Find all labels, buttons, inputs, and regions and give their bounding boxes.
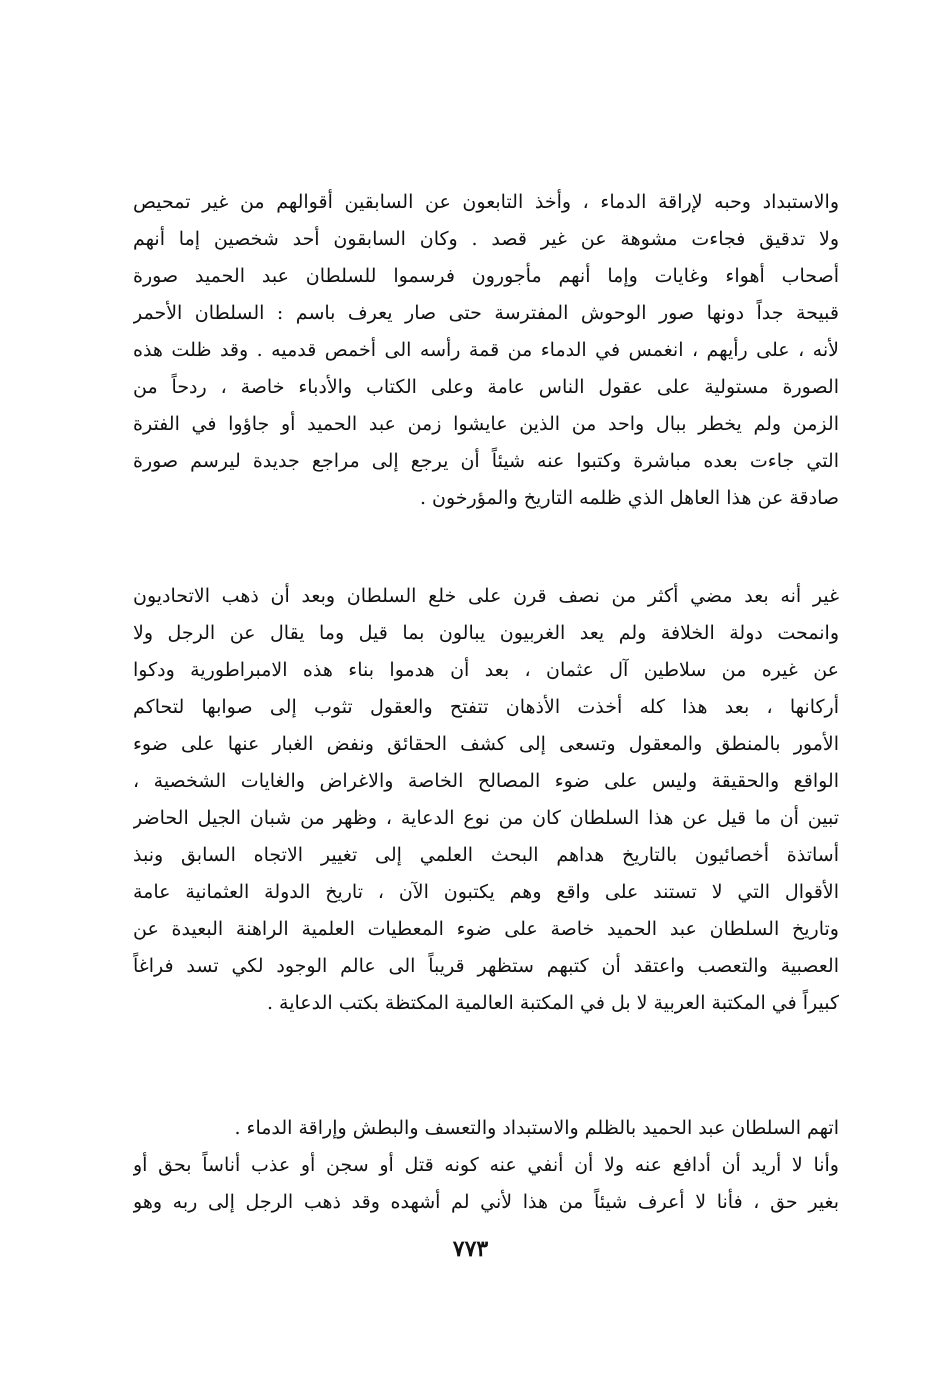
text-line: غير أنه بعد مضي أكثر من نصف قرن على خلع السلطان وبعد أن ذهب الاتحاديون	[133, 585, 839, 607]
text-line: وانمحت دولة الخلافة ولم يعد الغربيون يبالون بما قيل وما يقال عن الرجل ولا	[133, 622, 839, 644]
text-line: العصبية والتعصب واعتقد أن كتبهم ستظهر قريباً الى عالم الوجود لكي تسد فراغاً	[133, 955, 839, 977]
text-line: الأمور بالمنطق والمعقول وتسعى إلى كشف الحقائق ونفض الغبار عنها على ضوء	[133, 733, 839, 755]
text-line: وتاريخ السلطان عبد الحميد خاصة على ضوء المعطيات العلمية الراهنة البعيدة عن	[133, 918, 839, 940]
text-line: الصورة مستولية على عقول الناس عامة وعلى الكتاب والأدباء خاصة ، ردحاً من	[133, 376, 839, 398]
text-line: صادقة عن هذا العاهل الذي ظلمه التاريخ والمؤرخون .	[419, 487, 839, 509]
text-line: تبين أن ما قيل عن هذا السلطان كان من نوع الدعاية ، وظهر من شبان الجيل الحاضر	[133, 807, 839, 829]
text-line: التي جاءت بعده مباشرة وكتبوا عنه شيئاً أن يرجع إلى مراجع جديدة ليرسم صورة	[133, 450, 839, 472]
text-line: اتهم السلطان عبد الحميد بالظلم والاستبداد والتعسف والبطش وإراقة الدماء .	[234, 1117, 839, 1139]
text-line: عن غيره من سلاطين آل عثمان ، بعد أن هدموا بناء هذه الامبراطورية ودكوا	[133, 659, 839, 681]
text-line: وأنا لا أريد أن أدافع عنه ولا أن أنفي عنه كونه قتل أو سجن أو عذب أناساً بحق أو	[133, 1154, 839, 1176]
text-line: أصحاب أهواء وغايات وإما أنهم مأجورون فرسموا للسلطان عبد الحميد صورة	[133, 265, 839, 287]
text-line: أركانها ، بعد هذا كله أخذت الأذهان تتفتح والعقول تثوب إلى صوابها لتحاكم	[133, 696, 839, 718]
text-line: الواقع والحقيقة وليس على ضوء المصالح الخاصة والاغراض والغايات الشخصية ،	[133, 770, 839, 792]
text-line: الأقوال التي لا تستند على واقع وهم يكتبون الآن ، تاريخ الدولة العثمانية عامة	[133, 881, 839, 903]
paragraph-2	[133, 578, 839, 1022]
text-line: الزمن ولم يخطر ببال واحد من الذين عايشوا زمن عبد الحميد أو جاؤوا في الفترة	[133, 413, 839, 435]
paragraph-1	[133, 184, 839, 517]
text-line: كبيراً في المكتبة العربية لا بل في المكتبة العالمية المكتظة بكتب الدعاية .	[266, 992, 839, 1014]
text-line: والاستبداد وحبه لإراقة الدماء ، وأخذ التابعون عن السابقين أقوالهم من غير تمحيص	[133, 191, 839, 213]
paragraph-3	[133, 1110, 839, 1221]
text-line: لأنه ، على رأيهم ، انغمس في الدماء من قمة رأسه الى أخمص قدميه . وقد ظلت هذه	[133, 339, 839, 361]
page-number: ٧٧٣	[452, 1236, 489, 1262]
text-line: بغير حق ، فأنا لا أعرف شيئاً من هذا لأني لم أشهده وقد ذهب الرجل إلى ربه وهو	[133, 1191, 839, 1213]
text-line: أساتذة أخصائيون بالتاريخ هداهم البحث العلمي إلى تغيير الاتجاه السابق ونبذ	[133, 844, 839, 866]
text-line: قبيحة جداً دونها صور الوحوش المفترسة حتى صار يعرف باسم : السلطان الأحمر	[133, 302, 839, 324]
text-line: ولا تدقيق فجاءت مشوهة عن غير قصد . وكان السابقون أحد شخصين إما أنهم	[133, 228, 839, 250]
